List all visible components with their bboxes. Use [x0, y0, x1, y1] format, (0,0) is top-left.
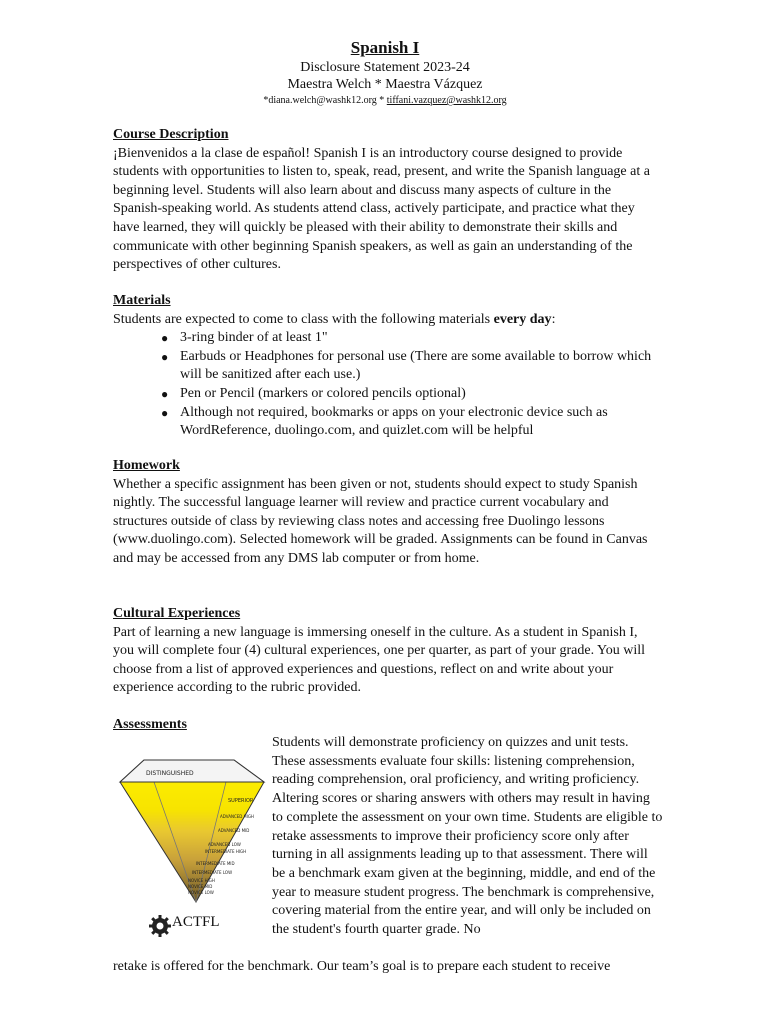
materials-list	[113, 329, 658, 441]
pyramid-label: INTERMEDIATE LOW	[192, 870, 233, 875]
email-line	[0, 95, 770, 106]
course-description-heading: Course Description	[113, 127, 229, 142]
materials-list-item: ● Earbuds or Headphones for personal use (There are some available to borrow which will be sanitized after each use.)	[180, 348, 658, 385]
materials-intro	[113, 311, 658, 330]
cultural-experiences-section	[113, 605, 658, 698]
actfl-gear-icon	[149, 915, 171, 937]
pyramid-label: ADVANCED MID	[218, 828, 250, 833]
cultural-experiences-text: Part of learning a new language is immersing oneself in the culture. As a student in Spanish I, you will complete four (4) cultural experiences, one per quarter, as part of your grade. You will choose from a list of approved experiences and questions, reflect on and write about your experience according to the rubric provided.	[113, 624, 646, 696]
page-title: Spanish I	[350, 38, 420, 57]
teachers-line: Maestra Welch * Maestra Vázquez	[287, 77, 483, 92]
assessments-heading: Assessments	[113, 717, 187, 732]
assessments-text: Students will demonstrate proficiency on quizzes and unit tests. These assessments evaluate four skills: listening comprehension, reading comprehension, oral proficiency, and writing proficiency. Altering scores or sharing answers with others may result in having to complete the assessment on your own time. Students are eligible to retake assessments to improve their proficiency score only after turning in all assignments leading up to that assessment. There will be a benchmark exam given at the beginning, middle, and end of the year to measure student progress. The benchmark is comprehensive, covering material from the entire year, and will only be included on the student's fourth quarter grade. No	[272, 735, 663, 938]
pyramid-label: ADVANCED LOW	[208, 842, 241, 847]
materials-intro-bold: every day	[493, 311, 552, 327]
email-separator: *	[376, 95, 387, 106]
pyramid-label: INTERMEDIATE MID	[196, 861, 235, 866]
email-vazquez[interactable]: tiffani.vazquez@washk12.org	[386, 95, 507, 106]
pyramid-label: SUPERIOR	[228, 798, 254, 804]
assessments-section	[113, 716, 658, 735]
pyramid-label: NOVICE LOW	[188, 890, 214, 895]
materials-list-item: ● Pen or Pencil (markers or colored pencils optional)	[180, 385, 658, 404]
pyramid-label: NOVICE HIGH	[188, 878, 215, 883]
pyramid-label: NOVICE MID	[188, 884, 213, 889]
course-description-section	[113, 126, 658, 275]
materials-intro-text: Students are expected to come to class with the following materials	[113, 311, 494, 327]
materials-list-item: ● Although not required, bookmarks or apps on your electronic device such as WordReference, duolingo.com, and quizlet.com will be helpful	[180, 404, 658, 441]
homework-section	[113, 457, 658, 569]
pyramid-label: DISTINGUISHED	[146, 770, 194, 777]
cultural-experiences-heading: Cultural Experiences	[113, 606, 241, 621]
actfl-logo-text: ACTFL	[172, 914, 220, 930]
email-welch[interactable]: *diana.welch@washk12.org	[263, 95, 377, 106]
materials-heading: Materials	[113, 293, 171, 308]
pyramid-label: ADVANCED HIGH	[220, 814, 254, 819]
course-description-text: ¡Bienvenidos a la clase de español! Spanish I is an introductory course designed to provide students with opportunities to listen to, speak, read, present, and write the Spanish language at a beginning level. Students will also learn about and discuss many aspects of culture in the Spanish-speaking world. As students attend class, actively participate, and practice what they have learned, they will quickly be pleased with their ability to demonstrate their skills and communicate with other beginning Spanish speakers, as well as gain an understanding of the perspectives of other cultures.	[113, 145, 650, 273]
pyramid-label: INTERMEDIATE HIGH	[205, 849, 247, 854]
subtitle: Disclosure Statement 2023-24	[300, 60, 470, 75]
assessments-text-continued: retake is offered for the benchmark. Our team’s goal is to prepare each student to receive	[113, 959, 611, 974]
materials-section	[113, 292, 658, 441]
homework-heading: Homework	[113, 458, 180, 473]
materials-list-item: ● 3-ring binder of at least 1"	[180, 329, 658, 348]
materials-intro-colon: :	[551, 311, 556, 327]
homework-text: Whether a specific assignment has been given or not, students should expect to study Spanish nightly. The successful language learner will review and practice current vocabulary and structures outside of class by reviewing class notes and accessing free Duolingo lessons (www.duolingo.com). Selected homework will be graded. Assignments can be found in Canvas and may be accessed from any DMS lab computer or from home.	[113, 476, 648, 566]
